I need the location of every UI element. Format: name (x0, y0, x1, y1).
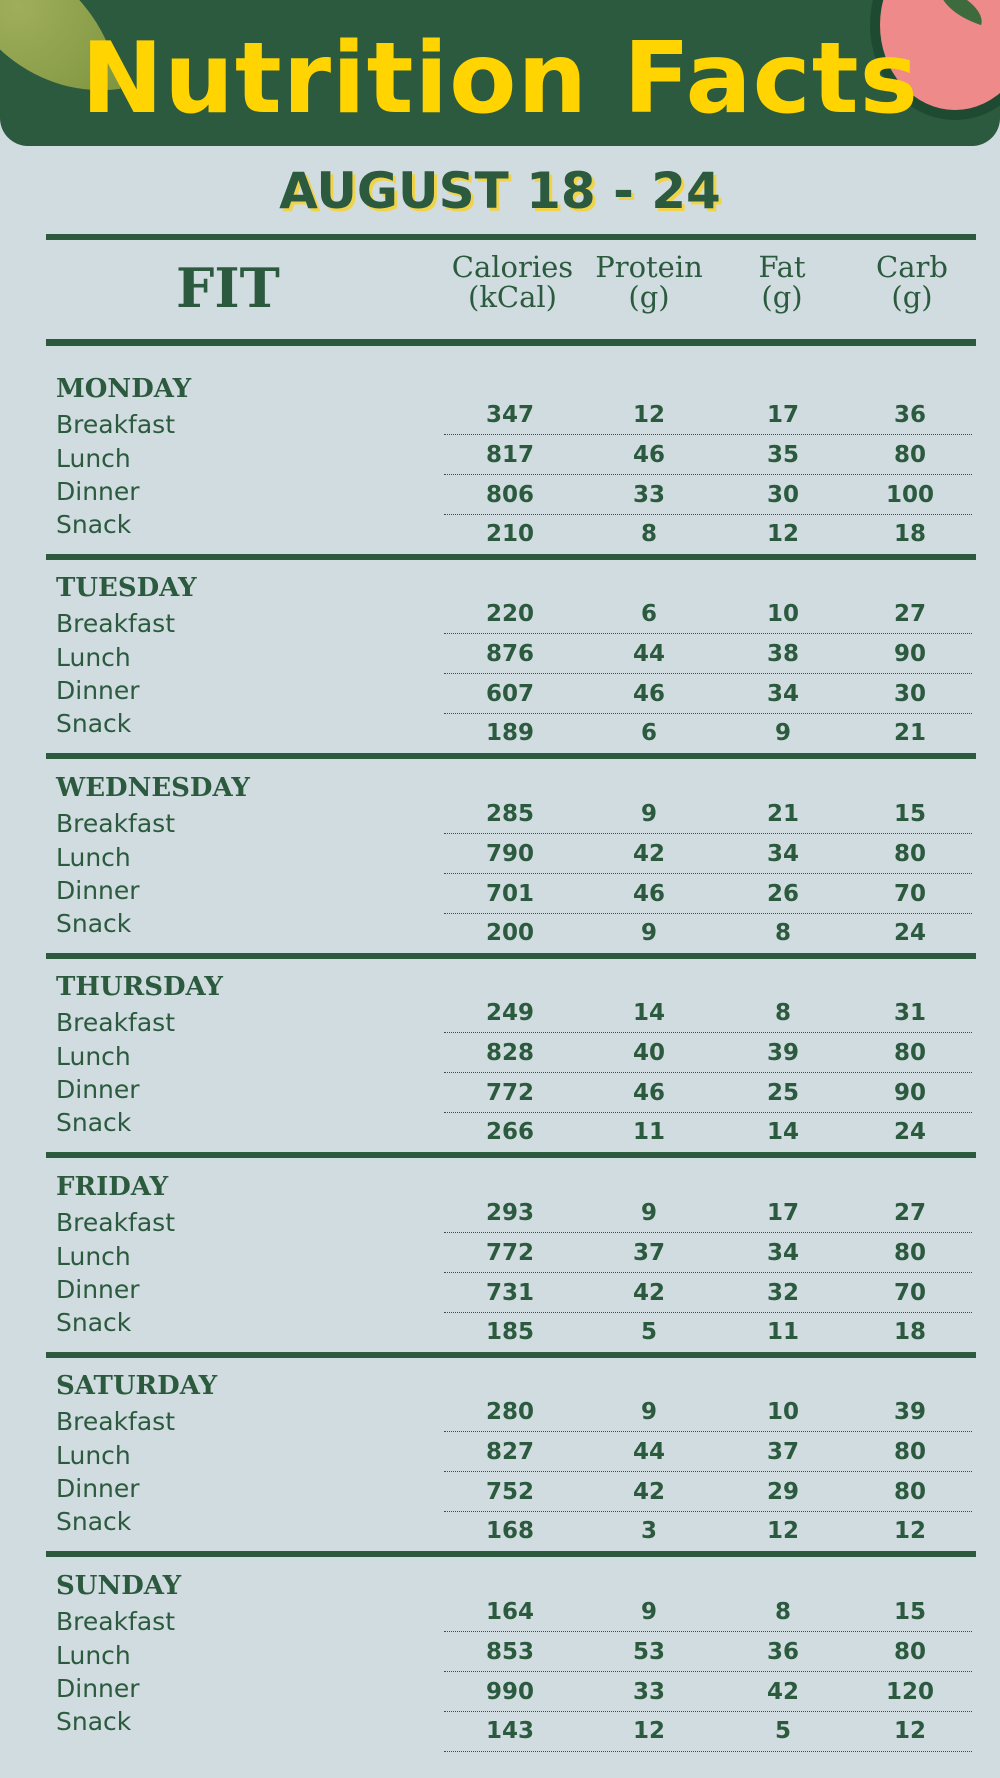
value-protein: 6 (640, 601, 657, 627)
row-divider (444, 1631, 972, 1632)
day-section-monday (0, 374, 1000, 574)
value-protein: 53 (632, 1639, 665, 1665)
value-protein: 44 (632, 641, 665, 667)
value-carb: 12 (893, 1518, 926, 1544)
day-section-saturday (0, 1371, 1000, 1571)
meal-label: Lunch (56, 1641, 131, 1670)
value-protein: 42 (632, 1280, 665, 1306)
value-fat: 8 (774, 1599, 791, 1625)
row-divider (444, 1312, 972, 1313)
value-protein: 33 (632, 1679, 665, 1705)
value-fat: 14 (766, 1119, 799, 1145)
day-name: MONDAY (56, 374, 192, 404)
value-carb: 70 (893, 1280, 926, 1306)
value-calories: 168 (485, 1518, 534, 1544)
row-divider (444, 1671, 972, 1672)
value-carb: 80 (893, 841, 926, 867)
day-name: THURSDAY (56, 972, 223, 1002)
value-carb: 30 (893, 681, 926, 707)
meal-label: Lunch (56, 1042, 131, 1071)
value-protein: 44 (632, 1439, 665, 1465)
row-divider (444, 1751, 972, 1752)
value-protein: 33 (632, 482, 665, 508)
meal-label: Snack (56, 909, 132, 938)
value-fat: 21 (766, 801, 799, 827)
value-carb: 21 (893, 720, 926, 746)
value-fat: 38 (766, 641, 799, 667)
row-divider (444, 474, 972, 475)
value-calories: 347 (485, 402, 534, 428)
column-header-protein: Protein (g) (595, 250, 703, 314)
value-carb: 80 (893, 1639, 926, 1665)
row-divider (444, 1272, 972, 1273)
value-carb: 15 (893, 1599, 926, 1625)
value-protein: 14 (632, 1000, 665, 1026)
value-fat: 17 (766, 402, 799, 428)
header-banner (0, 0, 1000, 146)
value-fat: 36 (766, 1639, 799, 1665)
row-divider (444, 1072, 972, 1073)
value-fat: 25 (766, 1080, 799, 1106)
value-calories: 990 (485, 1679, 534, 1705)
value-fat: 5 (774, 1718, 791, 1744)
value-calories: 164 (485, 1599, 534, 1625)
value-fat: 10 (766, 601, 799, 627)
value-calories: 143 (485, 1718, 534, 1744)
value-calories: 185 (485, 1319, 534, 1345)
meal-label: Dinner (56, 1275, 140, 1304)
row-divider (444, 1471, 972, 1472)
value-protein: 42 (632, 841, 665, 867)
meal-label: Breakfast (56, 1607, 176, 1636)
meal-label: Lunch (56, 1441, 131, 1470)
meal-label: Lunch (56, 643, 131, 672)
value-fat: 12 (766, 521, 799, 547)
value-fat: 12 (766, 1518, 799, 1544)
value-carb: 80 (893, 1479, 926, 1505)
value-protein: 46 (632, 442, 665, 468)
row-divider (444, 1232, 972, 1233)
row-divider (444, 1511, 972, 1512)
value-calories: 701 (485, 881, 534, 907)
day-separator-rule (46, 753, 976, 759)
meal-label: Breakfast (56, 1208, 176, 1237)
value-protein: 6 (640, 720, 657, 746)
value-carb: 27 (893, 601, 926, 627)
value-carb: 80 (893, 1040, 926, 1066)
value-calories: 827 (485, 1439, 534, 1465)
value-calories: 200 (485, 920, 534, 946)
row-divider (444, 1112, 972, 1113)
value-fat: 34 (766, 841, 799, 867)
value-calories: 285 (485, 801, 534, 827)
row-divider (444, 713, 972, 714)
row-divider (444, 633, 972, 634)
row-divider (444, 514, 972, 515)
meal-label: Dinner (56, 876, 140, 905)
day-section-tuesday (0, 573, 1000, 773)
value-protein: 40 (632, 1040, 665, 1066)
value-fat: 42 (766, 1679, 799, 1705)
value-fat: 34 (766, 1240, 799, 1266)
day-separator-rule (46, 1352, 976, 1358)
value-carb: 15 (893, 801, 926, 827)
row-divider (444, 1711, 972, 1712)
value-calories: 772 (485, 1080, 534, 1106)
day-separator-rule (46, 554, 976, 560)
value-fat: 32 (766, 1280, 799, 1306)
value-calories: 210 (485, 521, 534, 547)
value-fat: 8 (774, 920, 791, 946)
value-carb: 31 (893, 1000, 926, 1026)
value-calories: 280 (485, 1399, 534, 1425)
value-calories: 806 (485, 482, 534, 508)
value-calories: 817 (485, 442, 534, 468)
meal-label: Snack (56, 510, 132, 539)
value-fat: 34 (766, 681, 799, 707)
meal-label: Dinner (56, 1674, 140, 1703)
value-protein: 9 (640, 1200, 657, 1226)
value-carb: 24 (893, 1119, 926, 1145)
value-fat: 8 (774, 1000, 791, 1026)
value-protein: 8 (640, 521, 657, 547)
day-name: FRIDAY (56, 1172, 169, 1202)
value-protein: 46 (632, 881, 665, 907)
day-section-thursday (0, 972, 1000, 1172)
value-carb: 80 (893, 442, 926, 468)
value-protein: 37 (632, 1240, 665, 1266)
meal-label: Lunch (56, 444, 131, 473)
value-calories: 731 (485, 1280, 534, 1306)
meal-label: Dinner (56, 676, 140, 705)
day-name: SUNDAY (56, 1571, 182, 1601)
value-carb: 100 (885, 482, 934, 508)
meal-label: Snack (56, 1707, 132, 1736)
row-divider (444, 913, 972, 914)
meal-label: Lunch (56, 843, 131, 872)
value-fat: 39 (766, 1040, 799, 1066)
value-calories: 772 (485, 1240, 534, 1266)
row-label-header: FIT (176, 256, 280, 320)
meal-label: Snack (56, 1507, 132, 1536)
meal-label: Breakfast (56, 1407, 176, 1436)
value-carb: 120 (885, 1679, 934, 1705)
row-divider (444, 673, 972, 674)
value-fat: 26 (766, 881, 799, 907)
value-protein: 12 (632, 402, 665, 428)
value-fat: 37 (766, 1439, 799, 1465)
meal-label: Breakfast (56, 809, 176, 838)
value-carb: 27 (893, 1200, 926, 1226)
value-protein: 12 (632, 1718, 665, 1744)
value-carb: 70 (893, 881, 926, 907)
table-header-rule (46, 339, 976, 346)
value-carb: 36 (893, 402, 926, 428)
value-calories: 828 (485, 1040, 534, 1066)
value-protein: 42 (632, 1479, 665, 1505)
value-calories: 853 (485, 1639, 534, 1665)
value-fat: 17 (766, 1200, 799, 1226)
page-title: Nutrition Facts (81, 22, 919, 136)
value-carb: 18 (893, 521, 926, 547)
day-separator-rule (46, 1551, 976, 1557)
row-divider (444, 873, 972, 874)
value-carb: 18 (893, 1319, 926, 1345)
meal-label: Snack (56, 1108, 132, 1137)
value-carb: 39 (893, 1399, 926, 1425)
value-carb: 90 (893, 641, 926, 667)
day-section-sunday (0, 1571, 1000, 1771)
value-fat: 35 (766, 442, 799, 468)
day-section-friday (0, 1172, 1000, 1372)
column-header-calories: Calories (kCal) (451, 250, 574, 314)
day-name: TUESDAY (56, 573, 197, 603)
column-header-fat: Fat (g) (758, 250, 806, 314)
meal-label: Snack (56, 709, 132, 738)
value-protein: 9 (640, 801, 657, 827)
value-carb: 24 (893, 920, 926, 946)
value-calories: 220 (485, 601, 534, 627)
meal-label: Dinner (56, 1474, 140, 1503)
meal-label: Breakfast (56, 1008, 176, 1037)
value-calories: 876 (485, 641, 534, 667)
column-header-carb: Carb (g) (876, 250, 948, 314)
value-calories: 266 (485, 1119, 534, 1145)
value-protein: 9 (640, 1399, 657, 1425)
value-calories: 293 (485, 1200, 534, 1226)
value-carb: 90 (893, 1080, 926, 1106)
value-protein: 11 (632, 1119, 665, 1145)
value-protein: 3 (640, 1518, 657, 1544)
meal-label: Lunch (56, 1242, 131, 1271)
value-calories: 752 (485, 1479, 534, 1505)
value-calories: 249 (485, 1000, 534, 1026)
row-divider (444, 833, 972, 834)
day-name: WEDNESDAY (56, 773, 250, 803)
value-calories: 189 (485, 720, 534, 746)
meal-label: Dinner (56, 1075, 140, 1104)
day-separator-rule (46, 953, 976, 959)
value-fat: 29 (766, 1479, 799, 1505)
value-carb: 12 (893, 1718, 926, 1744)
day-name: SATURDAY (56, 1371, 218, 1401)
meal-label: Snack (56, 1308, 132, 1337)
value-fat: 9 (774, 720, 791, 746)
value-protein: 46 (632, 681, 665, 707)
value-protein: 9 (640, 1599, 657, 1625)
value-calories: 607 (485, 681, 534, 707)
meal-label: Dinner (56, 477, 140, 506)
value-protein: 46 (632, 1080, 665, 1106)
value-carb: 80 (893, 1439, 926, 1465)
value-protein: 5 (640, 1319, 657, 1345)
row-divider (444, 1431, 972, 1432)
day-section-wednesday (0, 773, 1000, 973)
date-range: AUGUST 18 - 24 (279, 162, 721, 220)
row-divider (444, 434, 972, 435)
row-divider (444, 1032, 972, 1033)
meal-label: Breakfast (56, 410, 176, 439)
table-top-rule (46, 234, 976, 240)
value-calories: 790 (485, 841, 534, 867)
value-protein: 9 (640, 920, 657, 946)
value-fat: 10 (766, 1399, 799, 1425)
meal-label: Breakfast (56, 609, 176, 638)
day-separator-rule (46, 1152, 976, 1158)
value-fat: 11 (766, 1319, 799, 1345)
value-fat: 30 (766, 482, 799, 508)
value-carb: 80 (893, 1240, 926, 1266)
